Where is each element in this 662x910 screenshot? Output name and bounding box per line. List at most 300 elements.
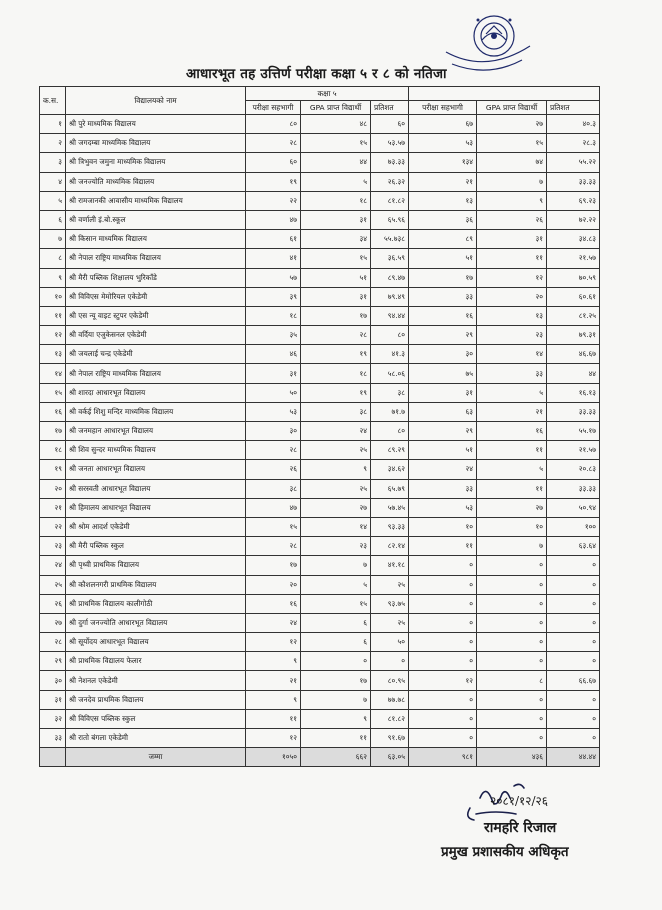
row-participants-8: ०: [409, 556, 477, 575]
row-gpa-5: १९: [301, 383, 371, 402]
row-gpa-8: ९: [477, 191, 547, 210]
row-gpa-8: २७: [477, 498, 547, 517]
row-percent-8: ६६.६७: [547, 671, 600, 690]
row-percent-8: ३३.३३: [547, 479, 600, 498]
row-percent-5: २५: [371, 613, 409, 632]
row-participants-5: ३०: [246, 422, 301, 441]
row-participants-5: १२: [246, 633, 301, 652]
row-percent-8: २८.३: [547, 134, 600, 153]
row-gpa-8: २७: [477, 115, 547, 134]
row-school-name: श्री विविएस मेमोरियल एकेडेमी: [66, 287, 246, 306]
row-percent-5: २५: [371, 575, 409, 594]
row-school-name: श्री रातो बंगला एकेडेमी: [66, 729, 246, 748]
row-percent-5: ७१.७: [371, 402, 409, 421]
table-row: [40, 594, 600, 613]
table-row: [40, 364, 600, 383]
row-sn: २८: [40, 633, 66, 652]
row-school-name: श्री सूर्योदय आधारभूत विद्यालय: [66, 633, 246, 652]
row-gpa-5: ६: [301, 633, 371, 652]
row-school-name: श्री प्राथमिक विद्यालय फेलार: [66, 652, 246, 671]
row-gpa-8: ११: [477, 249, 547, 268]
row-gpa-5: १५: [301, 594, 371, 613]
row-percent-5: ८०: [371, 422, 409, 441]
row-percent-8: ४०.३: [547, 115, 600, 134]
row-percent-8: ०: [547, 575, 600, 594]
row-participants-5: ६१: [246, 230, 301, 249]
row-sn: १६: [40, 402, 66, 421]
row-gpa-8: ११: [477, 479, 547, 498]
header-percent-8: प्रतिशत: [547, 101, 600, 115]
table-row: [40, 498, 600, 517]
row-sn: १०: [40, 287, 66, 306]
row-percent-8: ७०.५९: [547, 268, 600, 287]
row-participants-8: १७: [409, 268, 477, 287]
row-percent-5: ८९.२९: [371, 441, 409, 460]
row-percent-5: ३४.६२: [371, 460, 409, 479]
row-gpa-8: २६: [477, 210, 547, 229]
row-gpa-8: २०: [477, 287, 547, 306]
row-gpa-5: १८: [301, 191, 371, 210]
row-percent-8: ७२.२२: [547, 210, 600, 229]
page-title: आधारभूत तह उत्तिर्ण परीक्षा कक्षा ५ र ८ को नतिजा: [186, 66, 447, 82]
row-gpa-8: ३३: [477, 364, 547, 383]
row-participants-5: २८: [246, 134, 301, 153]
table-row: [40, 191, 600, 210]
row-gpa-5: ५: [301, 575, 371, 594]
row-participants-5: ८०: [246, 115, 301, 134]
row-percent-5: ३८: [371, 383, 409, 402]
row-sn: १: [40, 115, 66, 134]
row-gpa-8: ०: [477, 652, 547, 671]
table-row: [40, 556, 600, 575]
row-gpa-8: ०: [477, 729, 547, 748]
row-school-name: श्री वर्दिया एजुकेसनल एकेडेमी: [66, 326, 246, 345]
total-participants-5: १०५०: [246, 748, 301, 767]
row-participants-8: ३३: [409, 479, 477, 498]
row-sn: ६: [40, 210, 66, 229]
row-gpa-5: ३१: [301, 210, 371, 229]
row-participants-8: १३४: [409, 153, 477, 172]
row-gpa-5: ७: [301, 690, 371, 709]
row-gpa-5: २७: [301, 498, 371, 517]
row-sn: ३२: [40, 709, 66, 728]
row-percent-5: ५०: [371, 633, 409, 652]
row-gpa-8: ८: [477, 671, 547, 690]
row-participants-8: २४: [409, 460, 477, 479]
row-participants-5: ४७: [246, 210, 301, 229]
row-participants-5: १६: [246, 594, 301, 613]
row-percent-8: ६०.६१: [547, 287, 600, 306]
row-participants-8: ६७: [409, 115, 477, 134]
header-gpa-students-5: GPA प्राप्त विद्यार्थी: [301, 101, 371, 115]
row-participants-5: ३९: [246, 287, 301, 306]
row-sn: २५: [40, 575, 66, 594]
row-sn: १८: [40, 441, 66, 460]
total-gpa-8: ४३६: [477, 748, 547, 767]
row-percent-5: ७७.७८: [371, 690, 409, 709]
row-participants-5: २२: [246, 191, 301, 210]
row-gpa-5: ९: [301, 460, 371, 479]
row-gpa-8: १३: [477, 306, 547, 325]
row-percent-5: ९१.६७: [371, 729, 409, 748]
row-gpa-5: २४: [301, 422, 371, 441]
row-school-name: श्री जनज्योति माध्यमिक विद्यालय: [66, 172, 246, 191]
row-participants-8: ०: [409, 690, 477, 709]
row-participants-8: १२: [409, 671, 477, 690]
row-percent-8: ०: [547, 556, 600, 575]
row-participants-5: १८: [246, 306, 301, 325]
total-gpa-5: ६६२: [301, 748, 371, 767]
row-participants-8: ०: [409, 613, 477, 632]
row-gpa-5: ९: [301, 709, 371, 728]
row-school-name: श्री दुर्गा जनज्योति आधारभूत विद्यालय: [66, 613, 246, 632]
row-sn: ४: [40, 172, 66, 191]
row-sn: २०: [40, 479, 66, 498]
row-percent-5: ९३.७५: [371, 594, 409, 613]
row-participants-8: ०: [409, 652, 477, 671]
row-participants-8: ०: [409, 633, 477, 652]
row-percent-5: २६.३२: [371, 172, 409, 191]
row-school-name: श्री वर्णाली इं.बो.स्कूल: [66, 210, 246, 229]
row-gpa-5: १९: [301, 345, 371, 364]
table-row: [40, 115, 600, 134]
row-participants-5: ३१: [246, 364, 301, 383]
row-participants-5: १२: [246, 729, 301, 748]
row-gpa-8: २१: [477, 402, 547, 421]
row-school-name: श्री रामजानकी आवासीय माध्यमिक विद्यालय: [66, 191, 246, 210]
table-row: [40, 287, 600, 306]
row-sn: २३: [40, 537, 66, 556]
row-gpa-8: ०: [477, 709, 547, 728]
row-participants-8: ११: [409, 537, 477, 556]
total-sn: [40, 748, 66, 767]
row-participants-5: १५: [246, 517, 301, 536]
signatory-post: प्रमुख प्रशासकीय अधिकृत: [441, 844, 569, 860]
row-percent-5: ७९.४९: [371, 287, 409, 306]
row-sn: ५: [40, 191, 66, 210]
row-participants-8: ०: [409, 594, 477, 613]
row-gpa-5: १८: [301, 364, 371, 383]
row-participants-8: २९: [409, 422, 477, 441]
row-participants-8: १०: [409, 517, 477, 536]
row-participants-5: ३५: [246, 326, 301, 345]
row-percent-5: ७३.३३: [371, 153, 409, 172]
row-gpa-8: ७: [477, 172, 547, 191]
row-participants-5: ४१: [246, 249, 301, 268]
row-percent-5: ५५.७३८: [371, 230, 409, 249]
row-percent-8: ३४.८३: [547, 230, 600, 249]
row-school-name: श्री कौशलनगरी प्राथमिक विद्यालय: [66, 575, 246, 594]
row-gpa-8: ११: [477, 441, 547, 460]
total-percent-5: ६३.०५: [371, 748, 409, 767]
row-percent-8: ०: [547, 613, 600, 632]
row-school-name: श्री एस न्यू वाइट स्टुपर एकेडेमी: [66, 306, 246, 325]
table-row: [40, 671, 600, 690]
row-sn: २: [40, 134, 66, 153]
table-row: [40, 613, 600, 632]
row-gpa-5: १७: [301, 671, 371, 690]
row-participants-8: ८९: [409, 230, 477, 249]
row-sn: ११: [40, 306, 66, 325]
row-gpa-8: ७: [477, 537, 547, 556]
row-percent-5: ६५.७९: [371, 479, 409, 498]
row-participants-5: ११: [246, 709, 301, 728]
row-sn: ९: [40, 268, 66, 287]
row-percent-5: ९३.३३: [371, 517, 409, 536]
row-gpa-5: २५: [301, 441, 371, 460]
row-participants-8: ५३: [409, 134, 477, 153]
header-school-name: विद्यालयको नाम: [66, 87, 246, 115]
row-school-name: श्री नेशनल एकेडेमी: [66, 671, 246, 690]
row-percent-8: ५५.२२: [547, 153, 600, 172]
row-participants-5: ९: [246, 652, 301, 671]
table-row: [40, 230, 600, 249]
row-percent-8: ०: [547, 709, 600, 728]
row-participants-5: २४: [246, 613, 301, 632]
row-percent-8: ०: [547, 652, 600, 671]
row-percent-5: ६०: [371, 115, 409, 134]
row-school-name: श्री नेपाल राष्ट्रिय माध्यमिक विद्यालय: [66, 249, 246, 268]
row-gpa-8: ०: [477, 690, 547, 709]
row-gpa-5: ५१: [301, 268, 371, 287]
row-participants-8: ३६: [409, 210, 477, 229]
row-participants-8: ५१: [409, 441, 477, 460]
row-school-name: श्री हिमालय आधारभूत विद्यालय: [66, 498, 246, 517]
row-school-name: श्री मैरी पब्लिक स्कुल: [66, 537, 246, 556]
row-percent-5: ३६.५९: [371, 249, 409, 268]
row-percent-5: ०: [371, 652, 409, 671]
row-gpa-8: ०: [477, 613, 547, 632]
row-sn: ३०: [40, 671, 66, 690]
table-row: [40, 345, 600, 364]
row-gpa-5: ३८: [301, 402, 371, 421]
row-gpa-8: १०: [477, 517, 547, 536]
row-percent-8: ०: [547, 729, 600, 748]
row-gpa-5: ७: [301, 556, 371, 575]
row-participants-8: ५१: [409, 249, 477, 268]
table-row: [40, 441, 600, 460]
header-participants-5: परीक्षा सहभागी: [246, 101, 301, 115]
row-percent-5: ९४.४४: [371, 306, 409, 325]
row-school-name: श्री पृथ्वी प्राथमिक विद्यालय: [66, 556, 246, 575]
row-sn: १२: [40, 326, 66, 345]
row-gpa-8: २३: [477, 326, 547, 345]
row-participants-5: २०: [246, 575, 301, 594]
row-gpa-8: ३१: [477, 230, 547, 249]
table-row: [40, 153, 600, 172]
row-sn: ३१: [40, 690, 66, 709]
table-row: [40, 249, 600, 268]
row-percent-8: १००: [547, 517, 600, 536]
table-row: [40, 690, 600, 709]
header-sn: क.स.: [40, 87, 66, 115]
table-row: [40, 134, 600, 153]
row-gpa-5: १४: [301, 517, 371, 536]
row-sn: २६: [40, 594, 66, 613]
row-sn: १७: [40, 422, 66, 441]
table-row: [40, 210, 600, 229]
row-sn: २९: [40, 652, 66, 671]
row-school-name: श्री वर्कई शिशु मन्दिर माध्यमिक विद्यालय: [66, 402, 246, 421]
row-school-name: श्री शारदा आधारभूत विद्यालय: [66, 383, 246, 402]
row-sn: २७: [40, 613, 66, 632]
row-percent-8: ८१.२५: [547, 306, 600, 325]
row-participants-8: ०: [409, 729, 477, 748]
row-participants-8: ६३: [409, 402, 477, 421]
table-row: [40, 652, 600, 671]
row-participants-5: ३८: [246, 479, 301, 498]
row-gpa-5: ५: [301, 172, 371, 191]
row-participants-5: ४७: [246, 498, 301, 517]
row-gpa-8: १६: [477, 422, 547, 441]
row-sn: ३३: [40, 729, 66, 748]
row-gpa-8: ७४: [477, 153, 547, 172]
row-school-name: श्री सरस्वती आधारभूत विद्यालय: [66, 479, 246, 498]
table-row: [40, 460, 600, 479]
row-percent-5: ८२.१४: [371, 537, 409, 556]
total-label: जम्मा: [66, 748, 246, 767]
row-participants-5: २८: [246, 537, 301, 556]
row-percent-8: २०.८३: [547, 460, 600, 479]
row-participants-5: १७: [246, 556, 301, 575]
table-row: [40, 172, 600, 191]
row-school-name: श्री पुरे माध्यमिक विद्यालय: [66, 115, 246, 134]
row-school-name: श्री त्रिभुवन जमुना माध्यमिक विद्यालय: [66, 153, 246, 172]
table-row: [40, 422, 600, 441]
row-school-name: श्री जयलाई चन्द्र एकेडेमी: [66, 345, 246, 364]
row-percent-5: ८१.८२: [371, 191, 409, 210]
row-percent-5: ८९.४७: [371, 268, 409, 287]
row-gpa-5: ०: [301, 652, 371, 671]
row-percent-8: ५५.१७: [547, 422, 600, 441]
row-percent-8: ६३.६४: [547, 537, 600, 556]
row-school-name: श्री मैरी पब्लिक शिक्षालय भुरिकाँडे: [66, 268, 246, 287]
row-gpa-5: ४८: [301, 115, 371, 134]
row-sn: ८: [40, 249, 66, 268]
row-school-name: श्री जनता आधारभूत विद्यालय: [66, 460, 246, 479]
table-body: [40, 115, 600, 767]
table-row: [40, 729, 600, 748]
signature-date: २०८१/१२/२६: [490, 794, 549, 808]
header-percent-5: प्रतिशत: [371, 101, 409, 115]
row-school-name: श्री शिव सुन्दर माध्यमिक विद्यालय: [66, 441, 246, 460]
row-percent-5: ८१.८२: [371, 709, 409, 728]
row-gpa-5: ३४: [301, 230, 371, 249]
row-sn: २१: [40, 498, 66, 517]
row-school-name: श्री श्रोम आदर्श एकेडेमी: [66, 517, 246, 536]
table-row: [40, 517, 600, 536]
row-percent-8: १६.१३: [547, 383, 600, 402]
row-school-name: श्री जनदेव प्राथमिक विद्यालय: [66, 690, 246, 709]
row-gpa-8: १४: [477, 345, 547, 364]
row-participants-5: २६: [246, 460, 301, 479]
row-percent-8: ४६.६७: [547, 345, 600, 364]
row-gpa-5: ६: [301, 613, 371, 632]
row-school-name: श्री जनमहान आधारभूत विद्यालय: [66, 422, 246, 441]
header-gpa-students-8: GPA प्राप्त विद्यार्थी: [477, 101, 547, 115]
row-participants-5: ४६: [246, 345, 301, 364]
row-sn: १९: [40, 460, 66, 479]
row-participants-8: २९: [409, 326, 477, 345]
header-grade8: [409, 87, 600, 101]
row-participants-8: ७५: [409, 364, 477, 383]
row-participants-8: २१: [409, 172, 477, 191]
row-participants-5: १९: [246, 172, 301, 191]
row-sn: १५: [40, 383, 66, 402]
row-percent-8: ५०.९४: [547, 498, 600, 517]
row-gpa-8: १२: [477, 268, 547, 287]
row-percent-5: ८०.९५: [371, 671, 409, 690]
row-percent-5: ४१.३: [371, 345, 409, 364]
row-participants-5: २८: [246, 441, 301, 460]
row-school-name: श्री विविएस पब्लिक स्कुल: [66, 709, 246, 728]
row-participants-8: १६: [409, 306, 477, 325]
total-row: [40, 748, 600, 767]
row-gpa-5: २५: [301, 479, 371, 498]
row-participants-8: १३: [409, 191, 477, 210]
row-percent-8: ०: [547, 594, 600, 613]
row-gpa-8: ०: [477, 575, 547, 594]
row-participants-5: ६०: [246, 153, 301, 172]
signatory-name: रामहरि रिजाल: [484, 820, 557, 836]
table-row: [40, 383, 600, 402]
row-gpa-8: ०: [477, 594, 547, 613]
row-sn: २४: [40, 556, 66, 575]
row-gpa-5: २८: [301, 326, 371, 345]
row-percent-8: ३३.३३: [547, 402, 600, 421]
table-row: [40, 479, 600, 498]
row-participants-5: ५०: [246, 383, 301, 402]
table-row: [40, 306, 600, 325]
row-sn: ७: [40, 230, 66, 249]
row-percent-8: ०: [547, 690, 600, 709]
row-percent-5: ६५.९६: [371, 210, 409, 229]
row-participants-8: ५३: [409, 498, 477, 517]
row-participants-8: ३०: [409, 345, 477, 364]
row-gpa-8: ०: [477, 633, 547, 652]
row-percent-5: ४१.१८: [371, 556, 409, 575]
row-percent-8: ७९.३१: [547, 326, 600, 345]
total-participants-8: ९८१: [409, 748, 477, 767]
row-percent-8: ६९.२३: [547, 191, 600, 210]
total-percent-8: ४४.४४: [547, 748, 600, 767]
row-percent-8: ४४: [547, 364, 600, 383]
row-sn: ३: [40, 153, 66, 172]
table-row: [40, 575, 600, 594]
row-participants-5: ९: [246, 690, 301, 709]
row-percent-8: २१.५७: [547, 249, 600, 268]
results-table: [39, 86, 600, 767]
row-percent-8: ३३.३३: [547, 172, 600, 191]
row-sn: १४: [40, 364, 66, 383]
row-gpa-5: ३१: [301, 287, 371, 306]
row-participants-5: ५३: [246, 402, 301, 421]
table-row: [40, 402, 600, 421]
row-school-name: श्री किसान माध्यमिक विद्यालय: [66, 230, 246, 249]
row-gpa-5: २३: [301, 537, 371, 556]
row-participants-5: ५७: [246, 268, 301, 287]
header-participants-8: परीक्षा सहभागी: [409, 101, 477, 115]
row-percent-8: २१.५७: [547, 441, 600, 460]
row-gpa-5: १५: [301, 249, 371, 268]
row-gpa-8: ०: [477, 556, 547, 575]
row-percent-5: ५८.०६: [371, 364, 409, 383]
row-percent-5: ८०: [371, 326, 409, 345]
row-school-name: श्री जगदम्बा माध्यमिक विद्यालय: [66, 134, 246, 153]
table-row: [40, 326, 600, 345]
table-row: [40, 709, 600, 728]
row-sn: १३: [40, 345, 66, 364]
